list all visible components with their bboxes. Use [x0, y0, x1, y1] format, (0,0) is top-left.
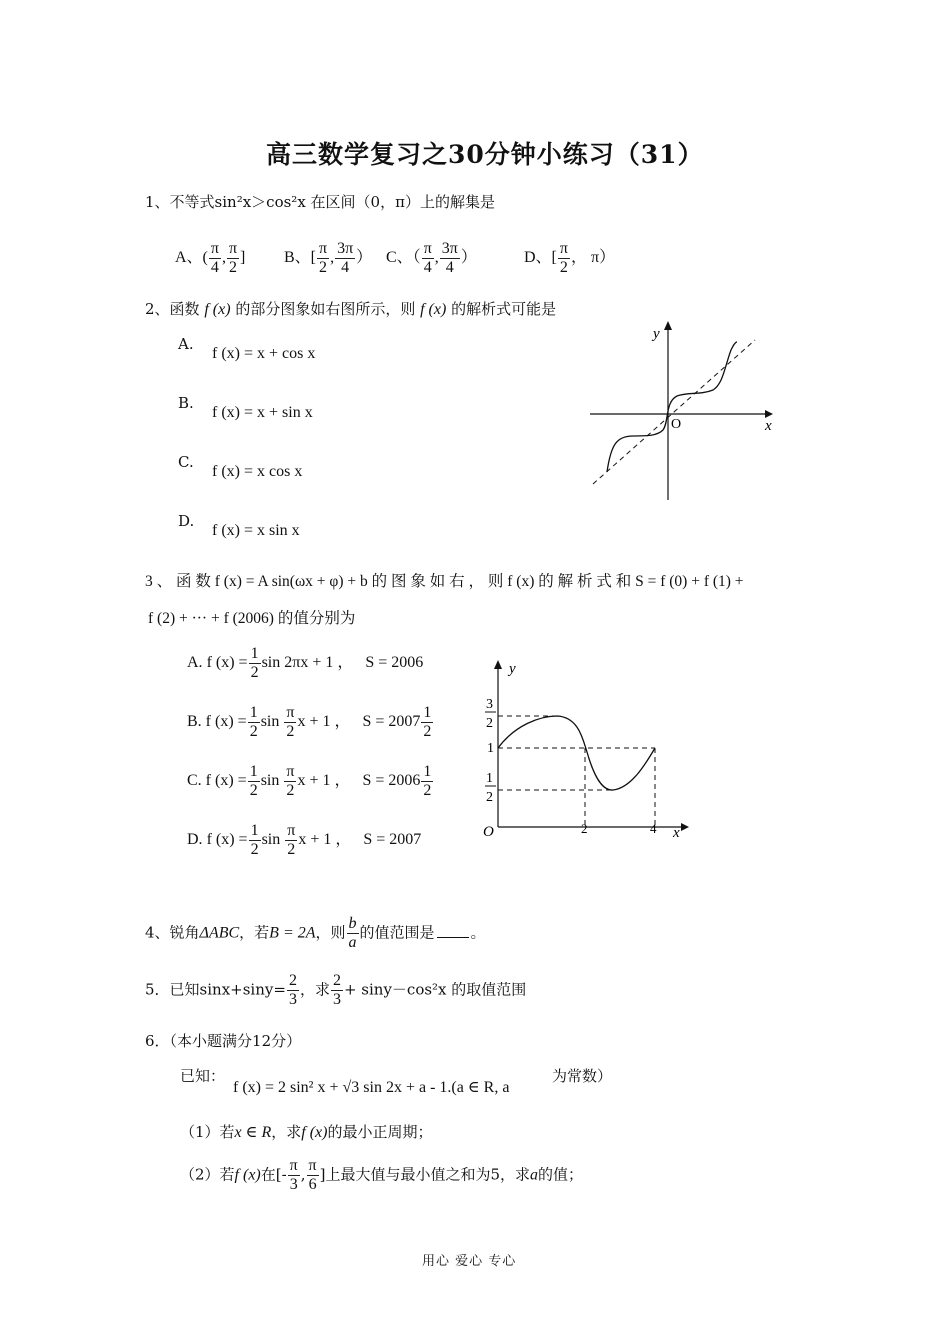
q6-const: 为常数） — [552, 1067, 613, 1085]
q2-option-a-label: A. — [178, 335, 194, 353]
q3-option-d: D. f (x) = $\frac{1}{2}$ sin $\frac{\pi}{2}$ x + 1 ， S = 2007 — [187, 822, 422, 858]
q3-curve — [498, 716, 655, 790]
q3-origin-label: O — [483, 824, 494, 840]
q2-curve — [607, 342, 737, 472]
q1-option-c: C、（ $\frac{\pi}{4}$ , $\frac{3\pi}{4}$ ） — [386, 240, 477, 276]
q3-line1: 3 、 函 数 f (x) = A sin(ωx + φ) + b 的 图 象 如 右 ， 则 f (x) 的 解 析 式 和 S = f (0) + f (1) + — [145, 573, 744, 590]
q3-xtick-4: 4 — [650, 821, 657, 836]
q2-option-c-label: C. — [178, 453, 194, 471]
q4-answer-blank — [437, 925, 469, 938]
q2-dashed-line — [593, 340, 755, 484]
q5-line: 5．已知sinx+siny= $\frac{2}{3}$ ，求 $\frac{2}{3}$ + siny－cos²x 的取值范围 — [145, 972, 527, 1008]
q3-line2: f (2) + ··· + f (2006) 的值分别为 — [148, 610, 356, 627]
q3-option-b: B. f (x) = $\frac{1}{2}$ sin $\frac{\pi}{2}$ x + 1 ， S = 2007 $\frac{1}{2}$ — [187, 704, 432, 740]
page-footer: 用心 爱心 专心 — [422, 1254, 517, 1269]
q2-option-b-label: B. — [178, 394, 194, 412]
q2-option-d-expr: f (x) = x sin x — [212, 522, 300, 539]
q2-graph — [585, 318, 785, 504]
q3-y-label: y — [509, 661, 516, 677]
q2-x-arrow — [765, 410, 773, 418]
q3-y-arrow — [494, 660, 502, 669]
q3-ytick-three-den: 2 — [486, 716, 493, 731]
q3-graph — [475, 655, 700, 845]
q3-option-a: A. f (x) = $\frac{1}{2}$ sin 2πx + 1 ， S = 2006 — [187, 645, 424, 681]
q2-origin-label: O — [671, 417, 682, 432]
q3-ytick-one: 1 — [487, 741, 494, 756]
q1-option-a: A、( $\frac{\pi}{4}$ , $\frac{\pi}{2}$ ] — [175, 240, 246, 276]
q6-part2: （2）若f (x)在[- $\frac{\pi}{3}$ , $\frac{\pi}{6}$ ]上最大值与最小值之和为5，求a的值； — [180, 1157, 584, 1193]
q3-xtick-2: 2 — [581, 821, 588, 836]
q6-formula: f (x) = 2 sin² x + √3 sin 2x + a - 1.(a ∈ R, a — [233, 1079, 510, 1096]
q4-line: 4、锐角ΔABC，若B = 2A，则 $\frac{b}{a}$ 的值范围是 。 — [145, 915, 486, 951]
q3-ytick-three-num: 3 — [486, 697, 493, 712]
page-title: 高三数学复习之30分钟小练习（31） — [266, 140, 704, 169]
q6-known: 已知： — [180, 1067, 226, 1085]
q1-option-b: B、[ $\frac{\pi}{2}$ , $\frac{3\pi}{4}$ ） — [284, 240, 373, 276]
q3-ytick-half-den: 2 — [486, 790, 493, 805]
q2-option-c-expr: f (x) = x cos x — [212, 463, 303, 480]
q3-x-label: x — [673, 825, 680, 841]
q2-y-arrow — [664, 321, 672, 330]
q2-option-a-expr: f (x) = x + cos x — [212, 345, 316, 362]
q2-stem: 2、函数 f (x) 的部分图象如右图所示，则 f (x) 的解析式可能是 — [145, 300, 557, 318]
q6-part1: （1）若x ∈ R，求f (x)的最小正周期； — [180, 1123, 433, 1141]
q2-option-b-expr: f (x) = x + sin x — [212, 404, 313, 421]
q1-stem: 1、不等式sin²x＞cos²x 在区间（0，π）上的解集是 — [145, 193, 495, 211]
q6-head: 6．（本小题满分12分） — [145, 1032, 302, 1050]
q3-ytick-half-num: 1 — [486, 771, 493, 786]
q2-y-label: y — [653, 326, 660, 342]
q3-option-c: C. f (x) = $\frac{1}{2}$ sin $\frac{\pi}{2}$ x + 1 ， S = 2006 $\frac{1}{2}$ — [187, 763, 432, 799]
q3-x-arrow — [681, 823, 689, 831]
q2-option-d-label: D. — [178, 512, 195, 530]
q1-option-d: D、[ $\frac{\pi}{2}$ ， π） — [524, 240, 616, 276]
q2-x-label: x — [765, 418, 772, 434]
